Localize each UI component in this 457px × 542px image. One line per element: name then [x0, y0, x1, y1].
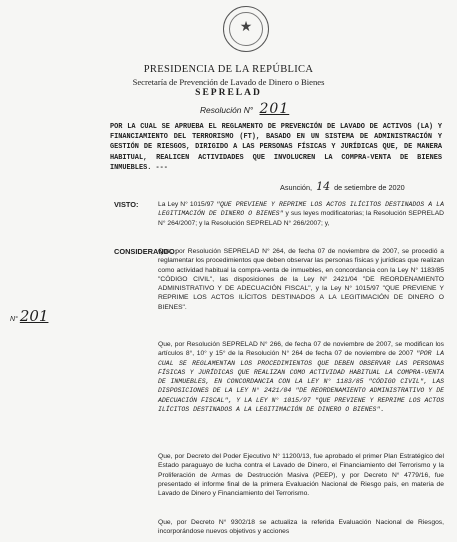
considerando-paragraph-3: Que, por Decreto del Poder Ejecutivo N° 11200/13, fue aprobado el primer Plan Estratégico del Estado paraguayo de lucha contra el Lavado de Dinero, el Financiamiento del Terrorismo y la Proliferación de Armas de Destrucción Masiva (PEEP), y por Decreto N° 4779/16, fue presentado el informe final de la primera Evaluación Nacional de Riesgo país, en materia de Lavado de Dinero y Financiamiento del Terrorismo. [158, 453, 444, 498]
resolution-label: Resolución N° [200, 105, 254, 115]
resolution-number: 201 [259, 101, 290, 117]
visto-law: La Ley N° 1015/97 [158, 201, 215, 208]
date-day: 14 [316, 180, 331, 193]
margin-label: N° [10, 316, 18, 323]
considerando-p2-intro: Que, por Resolución SEPRELAD N° 266, de fecha 07 de noviembre de 2007, se modifican los artículos 8°, 10° y 15° de la Resolución N° 264 de fecha 07 de noviembre de 2007 [158, 341, 444, 358]
header-acronym: SEPRELAD [195, 88, 262, 98]
national-seal-icon: ★ [223, 6, 269, 52]
visto-law-title: "QUE PREVIENE Y REPRIME LOS ACTOS ILÍCITOS DESTINADOS A LA LEGITIMACIÓN DE DINERO O BIENES" [158, 201, 444, 218]
date-line [280, 180, 405, 193]
considerando-paragraph-4: Que, por Decreto N° 9302/18 se actualiza la referida Evaluación Nacional de Riesgos, incorporándose nuevos objetivos y acciones [158, 519, 444, 536]
considerando-p2-quote: "POR LA CUAL SE REGLAMENTAN LOS PROCEDIMIENTOS QUE DEBEN OBSERVAR LAS PERSONAS FÍSICAS Y JURÍDICAS QUE REALIZAN COMO ACTIVIDAD HABITUAL LA COMPRA-VENTA DE INMUEBLES, EN CONCORDANCIA CON LA LEY N° 1183/85 "CÓDIGO CIVIL", LAS DISPOSICIONES DE LA LEY N° 2421/04 "DE REORDENAMIENTO ADMINISTRATIVO Y DE ADECUACIÓN FISCAL", Y LA LEY N° 1015/97 "QUE PREVIENE Y REPRIME LOS ACTOS ILÍCITOS DESTINADOS A LA LEGITIMACIÓN DE DINERO O BIENES". [158, 350, 445, 414]
considerando-paragraph-1: Que, por Resolución SEPRELAD N° 264, de fecha 07 de noviembre de 2007, se procedió a reglamentar los procedimientos que deben observar las personas físicas y jurídicas que realizan como actividad habitual la compra-venta de inmuebles, en concordancia con la Ley N° 1183/85 "CÓDIGO CIVIL", las disposiciones de la Ley N° 2421/04 "DE REORDENAMIENTO ADMINISTRATIVO Y DE ADECUACIÓN FISCAL", y la Ley N° 1015/97 "QUE PREVIENE Y REPRIME LOS ACTOS ILÍCITOS DESTINADOS A LA LEGITIMACIÓN DE DINERO O BIENES". [158, 248, 444, 311]
considerando-label: CONSIDERANDO: [114, 247, 178, 256]
date-city: Asunción, [280, 183, 313, 192]
margin-number: 201 [19, 307, 49, 325]
resolution-number-line [200, 101, 289, 117]
resolution-title: POR LA CUAL SE APRUEBA EL REGLAMENTO DE PREVENCIÓN DE LAVADO DE ACTIVOS (LA) Y FINANCIAMIENTO DEL TERRORISMO (FT), BASADO EN UN SISTEMA DE ADMINISTRACIÓN Y GESTIÓN DE RIESGOS, DIRIGIDO A LAS PERSONAS FÍSICAS Y JURÍDICAS QUE, DE MANERA HABITUAL, REALICEN ACTIVIDADES QUE INVOLUCREN LA COMPRA-VENTA DE BIENES INMUEBLES. --- [110, 123, 442, 172]
considerando-paragraph-2 [158, 340, 444, 414]
visto-rest: y sus leyes modificatorias; la Resolución SEPRELAD N° 264/2007; y la Resolución SEPRELAD N° 266/2007; y, [158, 210, 444, 227]
header-secretariat: Secretaría de Prevención de Lavado de Dinero o Bienes [132, 77, 325, 87]
margin-resolution-number [10, 307, 48, 325]
date-rest: de setiembre de 2020 [334, 183, 405, 192]
header-presidency: PRESIDENCIA DE LA REPÚBLICA [143, 64, 314, 75]
visto-paragraph [158, 200, 444, 228]
visto-label: VISTO: [114, 200, 139, 209]
